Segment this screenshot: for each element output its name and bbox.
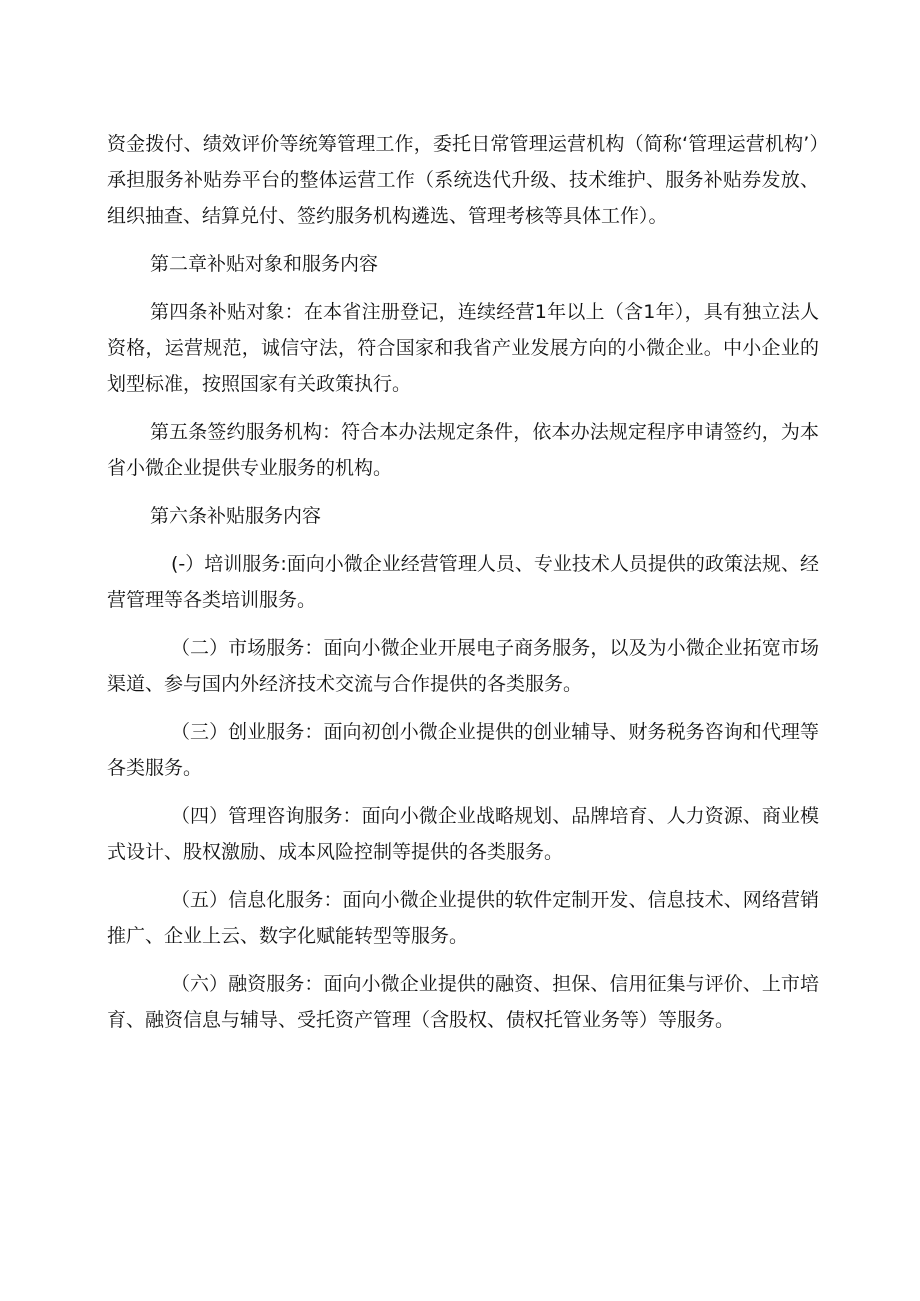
chapter-heading: 第二章补贴对象和服务内容 — [150, 253, 379, 275]
document-body — [107, 126, 819, 1050]
article-6-heading: 第六条补贴服务内容 — [150, 505, 322, 527]
service-item-training: (-）培训服务:面向小微企业经营管理人员、专业技术人员提供的政策法规、经营管理等各类培训服务。 — [107, 553, 819, 611]
article-5-paragraph: 第五条签约服务机构：符合本办法规定条件，依本办法规定程序申请签约，为本省小微企业提供专业服务的机构。 — [107, 421, 819, 479]
article-4-paragraph: 第四条补贴对象：在本省注册登记，连续经营1年以上（含1年），具有独立法人资格，运营规范，诚信守法，符合国家和我省产业发展方向的小微企业。中小企业的划型标准，按照国家有关政策执行。 — [107, 301, 819, 395]
service-item-it: （五）信息化服务：面向小微企业提供的软件定制开发、信息技术、网络营销推广、企业上云、数字化赋能转型等服务。 — [107, 889, 819, 947]
service-item-market: （二）市场服务：面向小微企业开展电子商务服务，以及为小微企业拓宽市场渠道、参与国内外经济技术交流与合作提供的各类服务。 — [107, 637, 819, 695]
service-item-financing: （六）融资服务：面向小微企业提供的融资、担保、信用征集与评价、上市培育、融资信息与辅导、受托资产管理（含股权、债权托管业务等）等服务。 — [107, 973, 819, 1031]
service-item-startup: （三）创业服务：面向初创小微企业提供的创业辅导、财务税务咨询和代理等各类服务。 — [107, 721, 819, 779]
paragraph-management-duties: 资金拨付、绩效评价等统筹管理工作，委托日常管理运营机构（简称‘管理运营机构’）承担服务补贴券平台的整体运营工作（系统迭代升级、技术维护、服务补贴券发放、组织抽查、结算兑付、签约服务机构遴选、管理考核等具体工作）。 — [107, 133, 819, 227]
service-item-consulting: （四）管理咨询服务：面向小微企业战略规划、品牌培育、人力资源、商业模式设计、股权激励、成本风险控制等提供的各类服务。 — [107, 805, 819, 863]
